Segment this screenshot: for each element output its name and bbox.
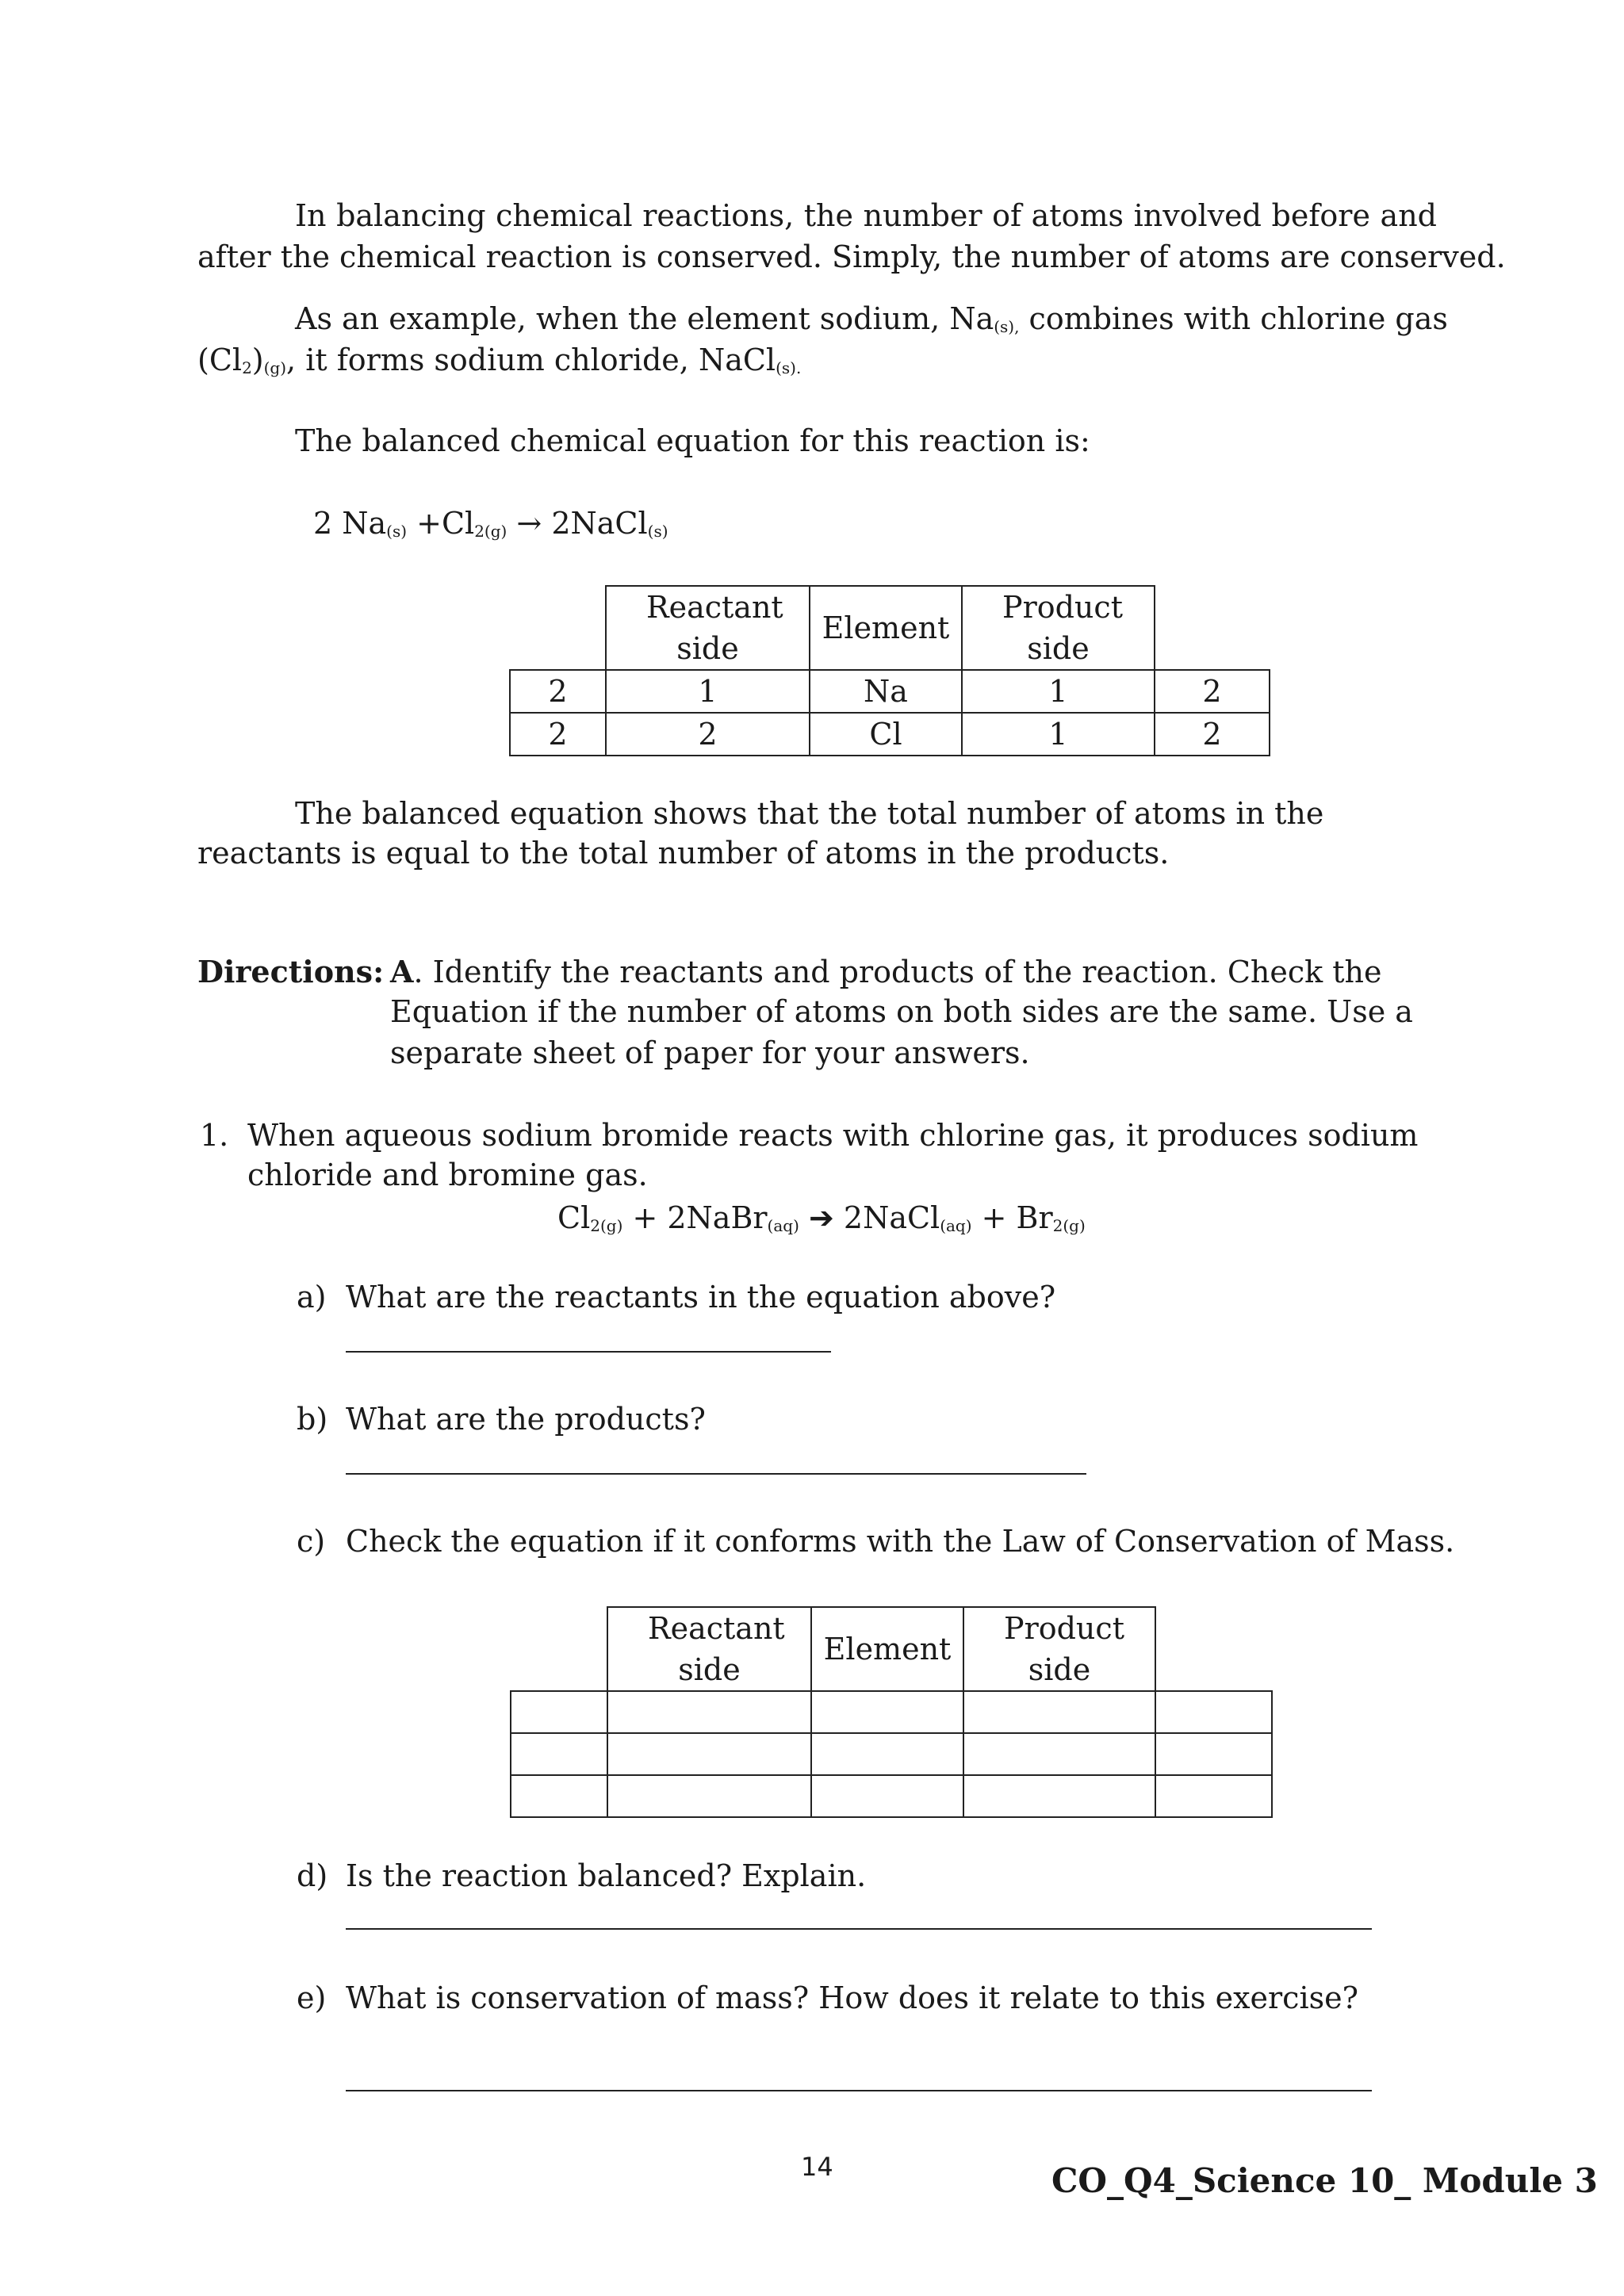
answer-cell[interactable] xyxy=(1155,1775,1272,1817)
intro-paragraph-3: The balanced chemical equation for this reaction is: xyxy=(295,423,1090,458)
cell: Cl xyxy=(810,713,962,756)
answer-cell[interactable] xyxy=(607,1775,811,1817)
table-corner xyxy=(1155,586,1270,670)
header-product-side: Product side xyxy=(963,1607,1155,1691)
question-e-label: e) xyxy=(297,1980,327,2015)
answer-cell[interactable] xyxy=(811,1733,963,1775)
item-number: 1. xyxy=(200,1118,229,1153)
question-a-label: a) xyxy=(297,1280,327,1314)
answer-cell[interactable] xyxy=(963,1733,1155,1775)
answer-cell[interactable] xyxy=(511,1775,607,1817)
example-table xyxy=(509,585,1270,756)
module-footer: CO_Q4_Science 10_ Module 3 xyxy=(1051,2161,1598,2200)
item1-line-1: When aqueous sodium bromide reacts with chlorine gas, it produces sodium xyxy=(247,1118,1419,1153)
question-e-text: What is conservation of mass? How does it relate to this exercise? xyxy=(346,1980,1358,2015)
question-c-label: c) xyxy=(297,1524,326,1559)
conclusion-line-2: reactants is equal to the total number of atoms in the products. xyxy=(197,836,1170,871)
cell: 2 xyxy=(510,670,606,713)
answer-line-a[interactable] xyxy=(346,1351,831,1353)
question-b-text: What are the products? xyxy=(346,1402,706,1437)
header-element: Element xyxy=(811,1607,963,1691)
answer-line-e[interactable] xyxy=(346,2090,1372,2091)
item1-line-2: chloride and bromine gas. xyxy=(247,1158,648,1192)
answer-cell[interactable] xyxy=(811,1775,963,1817)
table-row xyxy=(511,1691,1272,1733)
intro-paragraph-2-line-1: As an example, when the element sodium, $Na_{(s),}$ combines with chlorine gas xyxy=(295,301,1448,336)
header-reactant-side: Reactant side xyxy=(606,586,810,670)
directions-line-2: Equation if the number of atoms on both sides are the same. Use a xyxy=(390,994,1413,1029)
question-a-text: What are the reactants in the equation above? xyxy=(346,1280,1056,1314)
table-row xyxy=(511,1775,1272,1817)
page-number: 14 xyxy=(801,2152,833,2182)
cell: 2 xyxy=(1155,670,1270,713)
question-d-label: d) xyxy=(297,1858,328,1893)
question-b-label: b) xyxy=(297,1402,328,1437)
example-equation: 2 $Na_{(s)} +Cl_{2(g)}$ → 2NaCl$_{(s)}$ xyxy=(313,506,668,541)
answer-cell[interactable] xyxy=(1155,1733,1272,1775)
question-c-text: Check the equation if it conforms with the Law of Conservation of Mass. xyxy=(346,1524,1455,1559)
answer-line-b[interactable] xyxy=(346,1473,1086,1475)
conclusion-line-1: The balanced equation shows that the total number of atoms in the xyxy=(295,796,1324,831)
question-d-text: Is the reaction balanced? Explain. xyxy=(346,1858,867,1893)
table-corner xyxy=(1155,1607,1272,1691)
table-corner xyxy=(511,1607,607,1691)
header-element: Element xyxy=(810,586,962,670)
directions-label: Directions: xyxy=(197,954,385,989)
intro-paragraph-1-line-1: In balancing chemical reactions, the number of atoms involved before and xyxy=(295,198,1437,233)
answer-cell[interactable] xyxy=(511,1733,607,1775)
table-row xyxy=(511,1733,1272,1775)
cell: 2 xyxy=(606,713,810,756)
table-row xyxy=(510,713,1270,756)
intro-paragraph-2-line-2: $(Cl_2)_{(g)}$, it forms sodium chloride, NaCl$_{(s).}$ xyxy=(197,342,802,377)
header-product-side: Product side xyxy=(962,586,1155,670)
answer-cell[interactable] xyxy=(607,1733,811,1775)
table-row xyxy=(510,670,1270,713)
cell: 1 xyxy=(962,670,1155,713)
item1-equation: $Cl_{2(g)}$ + 2NaBr$_{(aq)}$ ➔ 2NaCl$_{(aq)}$ + $Br_{2(g)}$ xyxy=(557,1200,1086,1235)
answer-cell[interactable] xyxy=(511,1691,607,1733)
cell: 2 xyxy=(1155,713,1270,756)
answer-cell[interactable] xyxy=(1155,1691,1272,1733)
directions-line-1: A. Identify the reactants and products of the reaction. Check the xyxy=(390,954,1382,989)
answer-cell[interactable] xyxy=(963,1775,1155,1817)
intro-paragraph-1-line-2: after the chemical reaction is conserved. Simply, the number of atoms are conserved. xyxy=(197,239,1506,274)
answer-table xyxy=(510,1606,1273,1818)
cell: 2 xyxy=(510,713,606,756)
answer-line-d[interactable] xyxy=(346,1928,1372,1930)
table-corner xyxy=(510,586,606,670)
cell: Na xyxy=(810,670,962,713)
directions-line-3: separate sheet of paper for your answers. xyxy=(390,1035,1030,1070)
answer-cell[interactable] xyxy=(607,1691,811,1733)
answer-cell[interactable] xyxy=(811,1691,963,1733)
answer-cell[interactable] xyxy=(963,1691,1155,1733)
cell: 1 xyxy=(962,713,1155,756)
cell: 1 xyxy=(606,670,810,713)
header-reactant-side: Reactant side xyxy=(607,1607,811,1691)
